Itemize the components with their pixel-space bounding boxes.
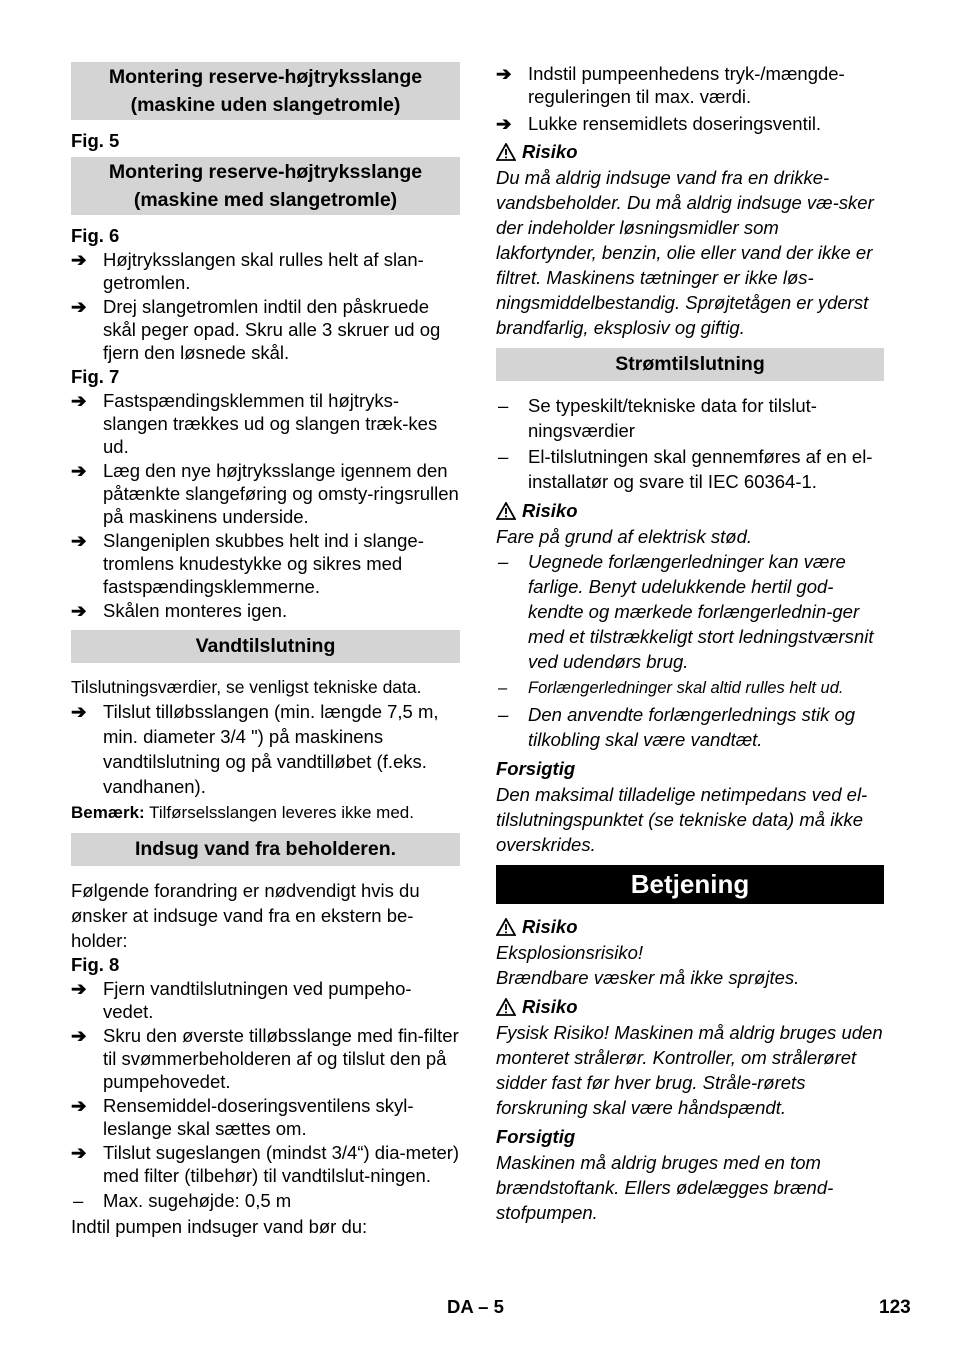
arrow-icon: ➔ [71,296,87,317]
main-heading-operation: Betjening [496,865,884,904]
arrow-icon: ➔ [71,1142,87,1163]
dash-item: – Forlængerledninger skal altid rulles helt ud. [498,679,844,697]
arrow-icon: ➔ [71,1095,87,1116]
arrow-icon: ➔ [71,530,87,551]
list-item: ➔ Skålen monteres igen. [71,600,288,621]
footer-section-label: DA – 5 [447,1296,504,1317]
arrow-icon: ➔ [496,63,512,84]
section-heading-power-connection: Strømtilslutning [496,348,884,381]
fig-8-label: Fig. 8 [71,954,120,975]
list-item: ➔ Slangeniplen skubbes helt ind i slange-tromlens knudestykke og sikres med fastspændingsklemmerne. [71,530,424,597]
dash-item: – Den anvendte forlængerlednings stik og tilkobling skal være vandtæt. [498,704,856,750]
until-text: Indtil pumpen indsuger vand bør du: [71,1216,368,1237]
risk-text: Fare på grund af elektrisk stød. [496,526,753,547]
note-text: Tilførselsslangen leveres ikke med. [149,803,414,822]
connection-values-text: Tilslutningsværdier, se venligst tekniske data. [71,677,422,697]
list-item: ➔ Lukke rensemidlets doseringsventil. [496,113,822,134]
warning-triangle-icon [496,998,516,1016]
arrow-icon: ➔ [71,701,87,722]
right-column [496,62,884,1225]
arrow-icon: ➔ [71,600,87,621]
section-heading-intake-from-container: Indsug vand fra beholderen. [71,833,460,866]
risk-heading: Risiko [496,498,884,524]
risk-text-line: Brændbare væsker må ikke sprøjtes. [496,967,800,988]
arrow-icon: ➔ [496,113,512,134]
list-item: ➔ Tilslut tilløbsslangen (min. længde 7,5 m, min. diameter 3/4 ") på maskinens vandtilslutning og på vandtilløbet (f.eks. vandhanen). [71,701,439,797]
dash-item: – Se typeskilt/tekniske data for tilslut-ningsværdier [498,395,817,441]
list-item: ➔ Højtryksslangen skal rulles helt af slan-getromlen. [71,249,424,293]
page-number: 123 [879,1297,911,1318]
list-item: ➔ Tilslut sugeslangen (mindst 3/4“) dia-meter) med filter (tilbehør) til vandtilslut-ningen. [71,1142,460,1186]
fig-5-label: Fig. 5 [71,130,120,151]
dash-item: – El-tilslutningen skal gennemføres af en el-installatør og svare til IEC 60364-1. [498,446,873,492]
section-heading-reserve-hose-with-drum: Montering reserve-højtryksslange (maskine med slangetromle) [71,157,460,215]
dash-item: – Max. sugehøjde: 0,5 m [73,1190,292,1211]
left-column [71,62,460,1239]
list-item: ➔ Indstil pumpeenhedens tryk-/mængde-reguleringen til max. værdi. [496,63,845,107]
arrow-icon: ➔ [71,1025,87,1046]
arrow-icon: ➔ [71,249,87,270]
risk-heading: Risiko [496,914,884,940]
list-item: ➔ Læg den nye højtryksslange igennem den påtænkte slangeføring og omsty-ringsrullen på maskinens underside. [71,460,459,527]
caution-text: Maskinen må aldrig bruges med en tom brændstoftank. Ellers ødelægges brænd-stofpumpen. [496,1152,834,1223]
risk-text-line: Eksplosionsrisiko! [496,942,644,963]
risk-heading: Risiko [496,139,884,165]
note [71,801,460,825]
risk-text: Fysisk Risiko! Maskinen må aldrig bruges uden monteret strålerør. Kontroller, om strålerøret sidder fast før hver brug. Stråle-rørets forskruning skal være håndspændt. [496,1022,883,1118]
caution-heading: Forsigtig [496,1126,576,1147]
list-item: ➔ Skru den øverste tilløbsslange med fin-filter til svømmerbeholderen af og tilslut den på pumpehovedet. [71,1025,459,1092]
list-item: ➔ Rensemiddel-doseringsventilens skyl-leslange skal sættes om. [71,1095,414,1139]
section-heading-reserve-hose-no-drum: Montering reserve-højtryksslange (maskine uden slangetromle) [71,62,460,120]
caution-text: Den maksimal tilladelige netimpedans ved el-tilslutningspunktet (se tekniske data) må ikke overskrides. [496,784,868,855]
fig-6-label: Fig. 6 [71,225,120,246]
list-item: ➔ Drej slangetromlen indtil den påskruede skål peger opad. Skru alle 3 skruer ud og fjern den løsnede skål. [71,296,441,363]
section-heading-water-connection: Vandtilslutning [71,630,460,663]
risk-heading: Risiko [496,994,884,1020]
caution-heading: Forsigtig [496,758,576,779]
note-label: Bemærk: [71,803,145,822]
intake-text: Følgende forandring er nødvendigt hvis du ønsker at indsuge vand fra en ekstern be-holder: [71,880,420,951]
arrow-icon: ➔ [71,978,87,999]
warning-triangle-icon [496,918,516,936]
warning-triangle-icon [496,502,516,520]
arrow-icon: ➔ [71,460,87,481]
risk-text: Du må aldrig indsuge vand fra en drikke-vandsbeholder. Du må aldrig indsuge væ-sker der indeholder løsningsmidler som lakfortynder, benzin, olie eller vand der ikke er filtret. Maskinens tætninger er ikke løs-ningsmiddelbestandig. Sprøjtetågen er yderst brandfarlig, eksplosiv og giftig. [496,167,874,338]
warning-triangle-icon [496,143,516,161]
arrow-icon: ➔ [71,390,87,411]
list-item: ➔ Fjern vandtilslutningen ved pumpeho-vedet. [71,978,412,1022]
fig-7-label: Fig. 7 [71,366,120,387]
list-item: ➔ Fastspændingsklemmen til højtryks-slangen trækkes ud og slangen træk-kes ud. [71,390,438,457]
dash-item: – Uegnede forlængerledninger kan være farlige. Benyt udelukkende hertil god-kendte og mærkede forlængerlednin-ger med et tilstrækkeligt stort ledningstværsnit ved udendørs brug. [498,551,874,672]
